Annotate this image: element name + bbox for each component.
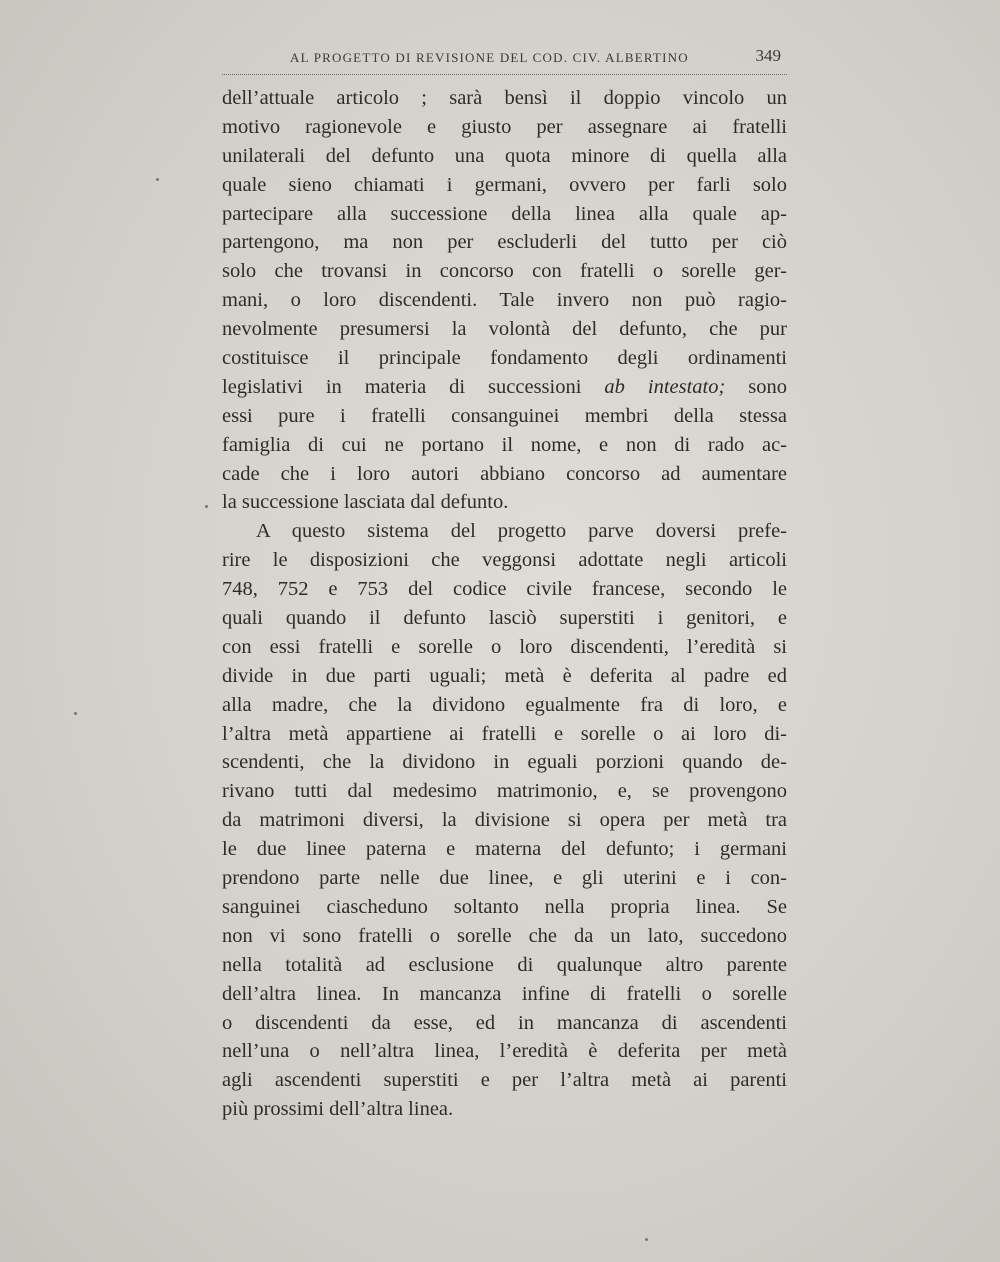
text-line-with-italic [222,373,787,402]
text-line: famiglia di cui ne portano il nome, e non di rado ac- [222,433,787,456]
text-line: motivo ragionevole e giusto per assegnare ai fratelli [222,115,787,138]
text-line: quali quando il defunto lasciò superstiti i genitori, e [222,607,787,630]
text-line: scendenti, che la dividono in eguali porzioni quando de- [222,751,787,774]
text-line: partengono, ma non per escluderli del tutto per ciò [222,231,787,254]
text-line: alla madre, che la dividono egualmente fra di loro, e [222,693,787,716]
paragraph-1 [222,84,787,517]
text-line: nell’una o nell’altra linea, l’eredità è deferita per metà [222,1040,787,1063]
text-line: rire le disposizioni che veggonsi adottate negli articoli [222,549,787,572]
text-line: più prossimi dell’altra linea. [222,1098,454,1121]
text-segment: sono [725,375,787,398]
paper-speck [74,712,77,715]
body-text [222,84,787,1124]
text-line: dell’attuale articolo ; sarà bensì il doppio vincolo un [222,87,787,109]
text-line: la successione lasciata dal defunto. [222,491,509,514]
paper-speck [156,178,159,181]
text-line: essi pure i fratelli consanguinei membri della stessa [222,404,787,427]
text-line: 748, 752 e 753 del codice civile francese, secondo le [222,578,787,601]
text-line: nevolmente presumersi la volontà del defunto, che pur [222,318,787,341]
text-line: da matrimoni diversi, la divisione si opera per metà tra [222,809,787,832]
text-line: A questo sistema del progetto parve doversi prefe- [256,520,787,543]
paper-speck [205,505,208,508]
text-line: sanguinei ciascheduno soltanto nella propria linea. Se [222,895,787,918]
text-line: divide in due parti uguali; metà è deferita al padre ed [222,664,787,687]
text-line: quale sieno chiamati i germani, ovvero per farli solo [222,173,787,196]
text-line: l’altra metà appartiene ai fratelli e sorelle o ai loro di- [222,722,787,745]
text-line: non vi sono fratelli o sorelle che da un lato, succedono [222,924,787,947]
italic-phrase: ab intestato; [604,375,726,398]
text-line: rivano tutti dal medesimo matrimonio, e, se provengono [222,780,787,803]
text-line: mani, o loro discendenti. Tale invero non può ragio- [222,289,787,312]
text-line: o discendenti da esse, ed in mancanza di ascendenti [222,1011,787,1034]
text-line: partecipare alla successione della linea alla quale ap- [222,202,787,225]
running-head: AL PROGETTO DI REVISIONE DEL COD. CIV. ALBERTINO [290,50,689,65]
paragraph-2 [222,517,787,1124]
text-line: nella totalità ad esclusione di qualunque altro parente [222,953,787,976]
text-line: le due linee paterna e materna del defunto; i germani [222,838,787,861]
text-line: unilaterali del defunto una quota minore di quella alla [222,144,787,167]
text-line: costituisce il principale fondamento degli ordinamenti [222,347,787,370]
text-line: agli ascendenti superstiti e per l’altra metà ai parenti [222,1069,787,1092]
text-line: solo che trovansi in concorso con fratelli o sorelle ger- [222,260,787,283]
text-line: dell’altra linea. In mancanza infine di fratelli o sorelle [222,982,787,1005]
text-line: con essi fratelli e sorelle o loro discendenti, l’eredità si [222,635,787,658]
paper-speck [645,1238,648,1241]
text-segment: legislativi in materia di successioni [222,375,605,398]
page-header [222,46,787,75]
text-line: cade che i loro autori abbiano concorso ad aumentare [222,462,787,485]
page-number: 349 [755,46,781,65]
text-line: prendono parte nelle due linee, e gli uterini e i con- [222,867,787,890]
